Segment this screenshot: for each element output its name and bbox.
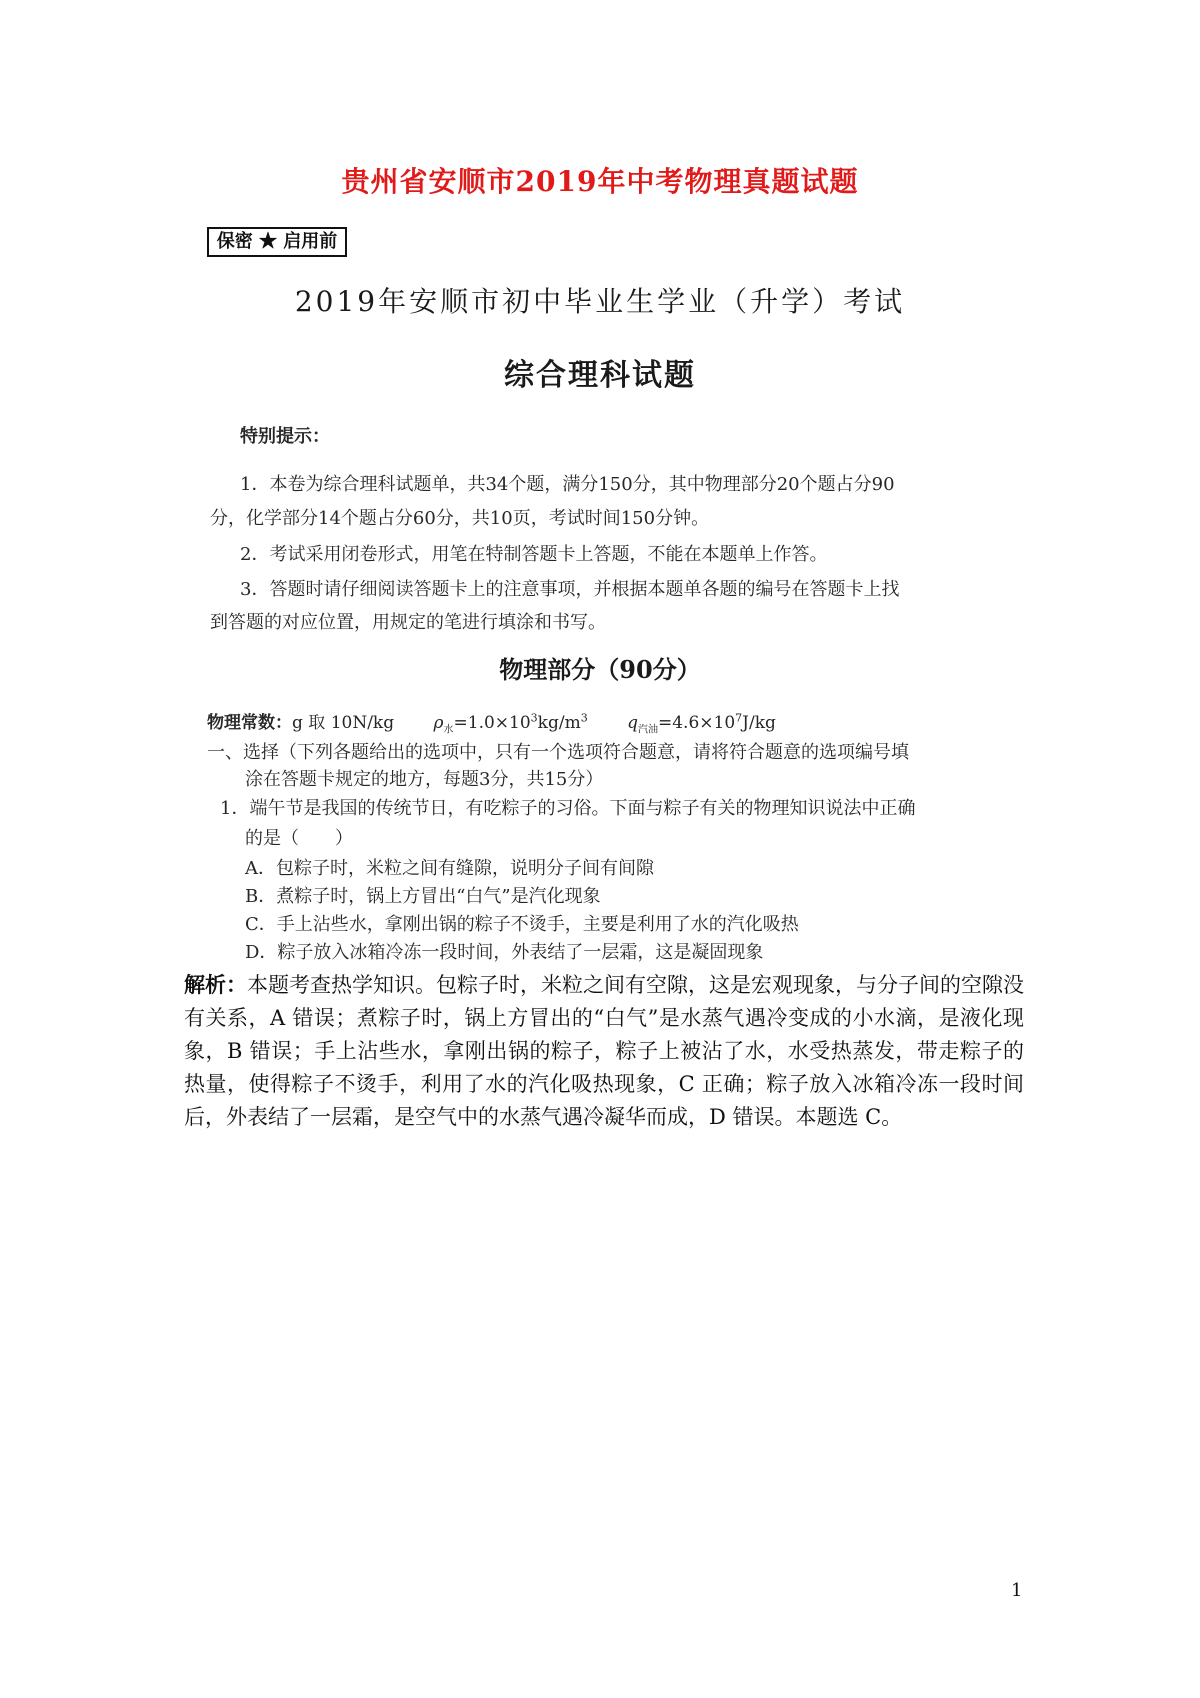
subject-title: 综合理科试题 — [504, 358, 696, 393]
confidential-stamp: 保密 ★ 启用前 — [207, 227, 347, 257]
rho-unit-exponent: 3 — [580, 711, 588, 725]
constant-water-density — [433, 711, 588, 736]
rho-exponent: 3 — [530, 711, 538, 725]
section-one-instructions: 一、选择（下列各题给出的选项中，只有一个选项符合题意，请将符合题意的选项编号填 — [207, 742, 909, 763]
notice-item: 分，化学部分14个题占分60分，共10页，考试时间150分钟。 — [210, 508, 710, 529]
analysis-text: 本题考查热学知识。包粽子时，米粒之间有空隙，这是宏观现象，与分子间的空隙没有关系，A 错误；煮粽子时，锅上方冒出的“白气”是水蒸气遇冷变成的小水滴，是液化现象，B 错误；手上沾些水，拿刚出锅的粽子，粽子上被沾了水，水受热蒸发，带走粽子的热量，使得粽子不烫手，利用了水的汽化吸热现象，C 正确；粽子放入冰箱冷冻一段时间后，外表结了一层霜，是空气中的水蒸气遇冷凝华而成，D 错误。本题选 C。 — [184, 973, 1024, 1129]
rho-symbol: ρ — [433, 713, 444, 733]
q-symbol: q — [627, 713, 638, 733]
constant-fuel-heat-value — [627, 711, 776, 736]
analysis-paragraph — [184, 968, 1024, 1134]
question-1-stem-cont: 的是（ ） — [245, 828, 353, 849]
q-value: =4.6×10 — [658, 713, 736, 733]
question-1-option-c: C．手上沾些水，拿刚出锅的粽子不烫手，主要是利用了水的汽化吸热 — [245, 914, 799, 935]
notice-heading: 特别提示： — [240, 426, 330, 447]
q-exponent: 7 — [735, 711, 743, 725]
physics-constants — [207, 708, 776, 735]
document-title: 贵州省安顺市2019年中考物理真题试题 — [341, 165, 859, 198]
notice-item: 到答题的对应位置，用规定的笔进行填涂和书写。 — [210, 612, 606, 633]
notice-item: 3．答题时请仔细阅读答题卡上的注意事项，并根据本题单各题的编号在答题卡上找 — [240, 579, 900, 600]
question-1-stem: 1．端午节是我国的传统节日，有吃粽子的习俗。下面与粽子有关的物理知识说法中正确 — [220, 798, 916, 819]
section-one-instructions-cont: 涂在答题卡规定的地方，每题3分，共15分） — [245, 769, 604, 790]
exam-title: 2019年安顺市初中毕业生学业（升学）考试 — [294, 285, 906, 318]
analysis-label: 解析： — [184, 972, 247, 997]
constant-g: g 取 10N/kg — [292, 713, 395, 733]
question-1-option-b: B．煮粽子时，锅上方冒出“白气”是汽化现象 — [245, 886, 601, 907]
rho-value: =1.0×10 — [453, 713, 531, 733]
q-subscript: 汽油 — [638, 724, 658, 736]
page-number: 1 — [1011, 1580, 1023, 1601]
physics-section-title: 物理部分（90分） — [499, 655, 701, 684]
notice-item: 1．本卷为综合理科试题单，共34个题，满分150分，其中物理部分20个题占分90 — [240, 474, 895, 495]
rho-subscript: 水 — [443, 724, 454, 736]
question-1-option-d: D．粽子放入冰箱冷冻一段时间，外表结了一层霜，这是凝固现象 — [245, 942, 764, 963]
constants-label: 物理常数： — [207, 713, 292, 733]
q-unit: J/kg — [742, 713, 776, 733]
question-1-option-a: A．包粽子时，米粒之间有缝隙，说明分子间有间隙 — [245, 858, 654, 879]
notice-item: 2．考试采用闭卷形式，用笔在特制答题卡上答题，不能在本题单上作答。 — [240, 544, 828, 565]
rho-unit: kg/m — [537, 713, 581, 733]
